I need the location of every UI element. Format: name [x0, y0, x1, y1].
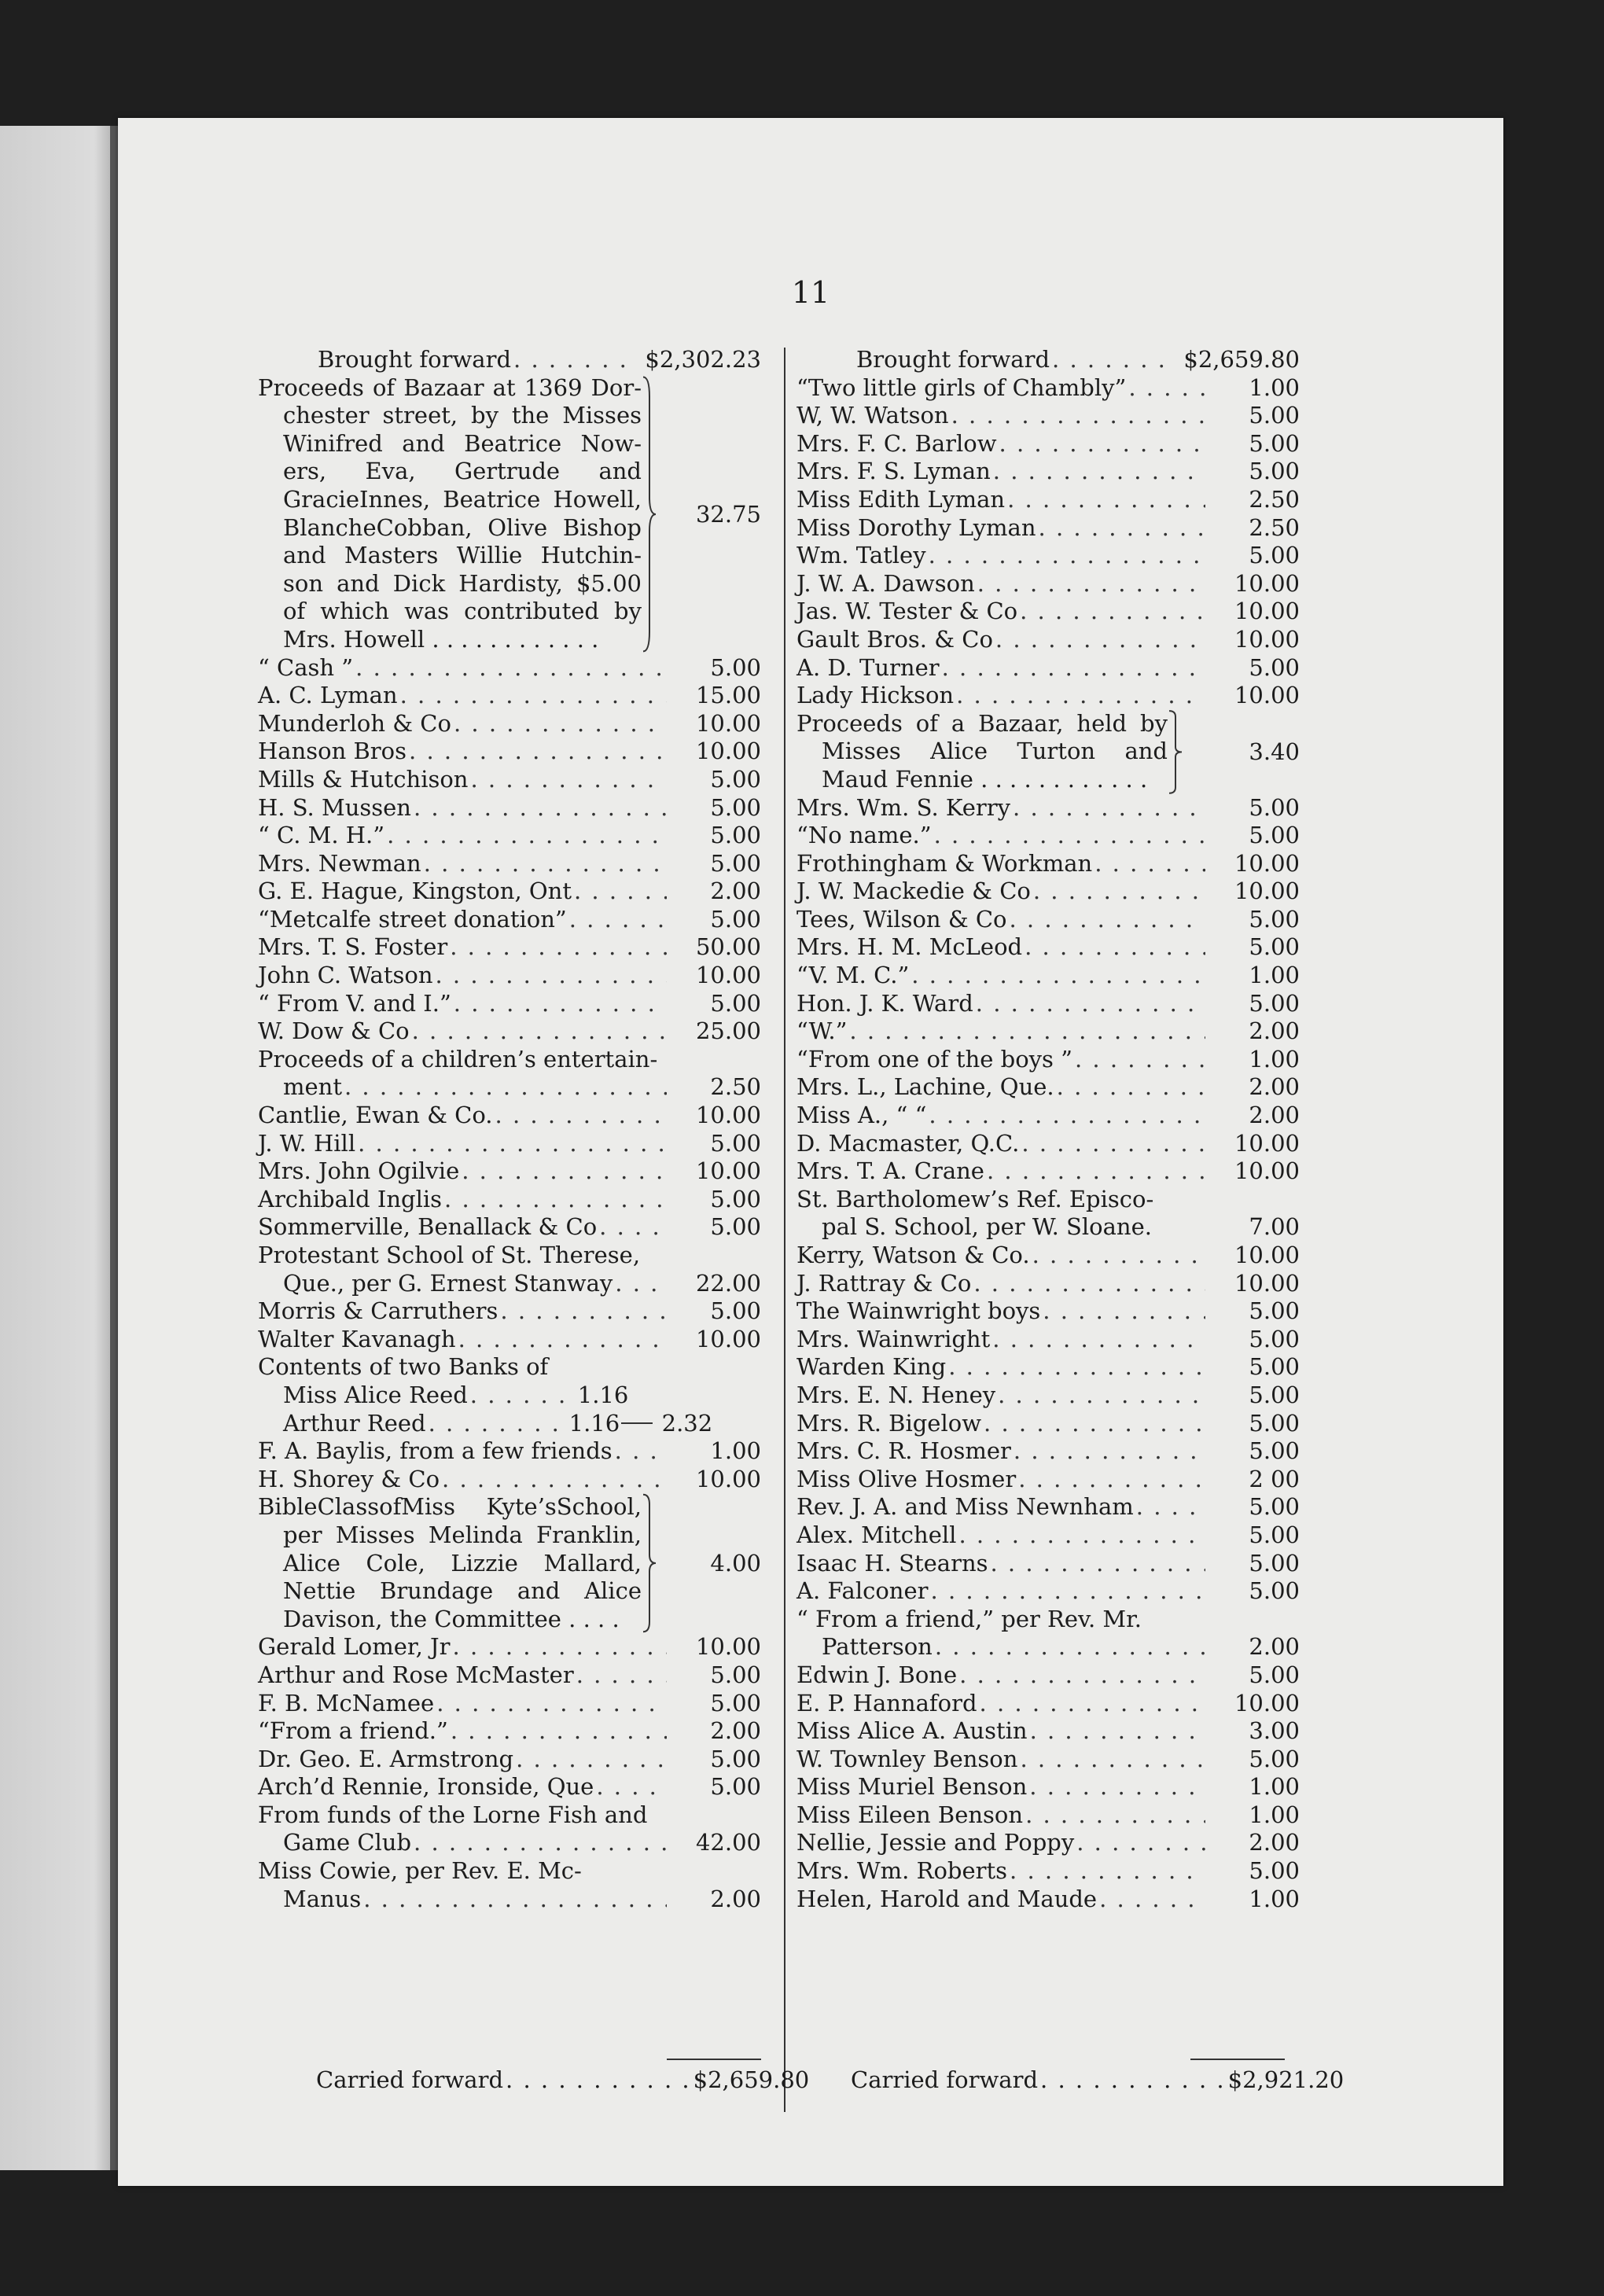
donation-amount: 5.00	[1249, 793, 1300, 821]
donation-amount: 10.00	[695, 1325, 761, 1352]
donation-amount: 5.00	[1249, 1577, 1300, 1605]
donor-name: J. W. Hill	[258, 1129, 356, 1157]
donor-name: “Two little girls of Chambly”	[796, 373, 1127, 401]
donor-name: Miss Olive Hosmer	[796, 1465, 1017, 1492]
column-divider	[784, 348, 785, 2112]
donor-name: Alex. Mitchell	[796, 1521, 957, 1548]
entry-row	[258, 1633, 761, 1661]
donor-name: Miss Muriel Benson	[796, 1773, 1028, 1801]
entry-row	[796, 1130, 1300, 1158]
donation-amount: 2.50	[1249, 513, 1300, 541]
entry-row	[796, 1746, 1300, 1774]
donor-name: Miss A., “ “	[796, 1102, 927, 1129]
donation-amount: 5.00	[710, 1745, 761, 1772]
donor-name: J. Rattray & Co	[796, 1269, 972, 1297]
donation-amount: 5.00	[1249, 1745, 1300, 1772]
donor-name: Mrs. Wm. Roberts	[796, 1857, 1008, 1885]
donation-amount: 5.00	[1249, 429, 1300, 457]
entry-row	[796, 682, 1300, 710]
donor-name: Archibald Inglis	[258, 1185, 443, 1212]
entry-line: ers, Eva, Gertrude and	[283, 458, 642, 485]
donation-amount: 5.00	[710, 653, 761, 681]
donor-name: Warden King	[796, 1353, 947, 1381]
donation-amount: 5.00	[1249, 402, 1300, 429]
donor-name: John C. Watson	[258, 962, 433, 989]
entry-row	[258, 710, 761, 738]
donation-amount: 10.00	[695, 1157, 761, 1185]
donor-name: H. S. Mussen	[258, 793, 411, 821]
entry-row	[796, 1410, 1300, 1438]
donation-amount: 10.00	[695, 1633, 761, 1661]
donation-amount: 10.00	[695, 1102, 761, 1129]
donor-name: Mrs. E. N. Heney	[796, 1381, 996, 1408]
entry-line: son and Dick Hardisty, $5.00	[283, 569, 642, 597]
entry-row	[796, 1242, 1300, 1270]
donation-amount: 5.00	[1249, 1857, 1300, 1885]
entry-row	[796, 514, 1300, 543]
entry-row: Protestant School of St. Therese,	[258, 1242, 641, 1268]
entry-row	[796, 990, 1300, 1018]
donor-name: Lady Hickson	[796, 682, 955, 709]
donor-name: Hon. J. K. Ward	[796, 989, 973, 1017]
donor-name: J. W. A. Dawson	[796, 569, 975, 597]
entry-line: Proceeds of a Bazaar, held by	[796, 709, 1168, 737]
entry-row	[258, 1017, 761, 1046]
donor-name: Frothingham & Workman	[796, 849, 1093, 877]
entry-line: Nettie Brundage and Alice	[283, 1577, 642, 1605]
donor-name: Nellie, Jessie and Poppy	[796, 1829, 1075, 1856]
donation-amount: 2 00	[1249, 1465, 1300, 1492]
donation-amount: 5.00	[1249, 989, 1300, 1017]
entry-row	[258, 1466, 761, 1494]
entry-row	[796, 458, 1300, 486]
donor-name: Gerald Lomer, Jr	[258, 1633, 451, 1661]
entry-line: Misses Alice Turton and	[822, 738, 1168, 765]
entry-row	[258, 878, 761, 906]
donation-amount: 2.00	[1249, 1073, 1300, 1101]
donor-name: F. B. McNamee	[258, 1689, 435, 1716]
page-number: 11	[791, 275, 830, 310]
donation-amount: 5.00	[1249, 1381, 1300, 1408]
bible-class-entry	[258, 1493, 761, 1633]
donor-name: The Wainwright boys	[796, 1297, 1041, 1325]
donation-amount: 5.00	[1249, 822, 1300, 849]
entry-row	[796, 402, 1300, 430]
entry-row	[796, 1493, 1300, 1521]
donor-name: Mrs. T. S. Foster	[258, 933, 448, 961]
entry-row	[796, 1801, 1300, 1830]
donation-amount: 50.00	[695, 933, 761, 961]
entry-row	[796, 850, 1300, 878]
donor-name: “Metcalfe street donation”	[258, 905, 567, 933]
entry-row	[258, 990, 761, 1018]
brought-forward-row: Brought forward . . . $2,659.80	[796, 346, 1300, 374]
donation-amount: 5.00	[1249, 1437, 1300, 1465]
entry-row	[258, 906, 761, 934]
entry-row	[796, 1521, 1300, 1550]
entry-row	[796, 1886, 1300, 1914]
entry-row: St. Bartholomew’s Ref. Episco-	[796, 1185, 1154, 1212]
entry-row	[258, 1717, 761, 1746]
donation-amount: 5.00	[1249, 1549, 1300, 1577]
donor-name: Mrs. L., Lachine, Que.	[796, 1073, 1054, 1101]
entry-list	[796, 374, 1300, 710]
entry-row	[258, 682, 761, 710]
entry-list	[258, 1297, 761, 1353]
donation-amount: 5.00	[1249, 1521, 1300, 1548]
donor-name: Mrs. T. A. Crane	[796, 1157, 984, 1185]
donor-name: Sommerville, Benallack & Co	[258, 1213, 598, 1241]
entry-row	[796, 1773, 1300, 1801]
donor-name: A. D. Turner	[796, 653, 940, 681]
entry-row	[796, 570, 1300, 598]
total-rule	[667, 2059, 761, 2060]
bank-row: Miss Alice Reed . . . 1.16	[258, 1382, 761, 1410]
bible-class-amount: 4.00	[710, 1550, 761, 1577]
entry-row	[796, 374, 1300, 403]
donor-name: W. Townley Benson	[796, 1745, 1018, 1772]
brace	[1168, 710, 1185, 794]
donation-amount: 3.00	[1249, 1717, 1300, 1745]
donation-amount: 5.00	[1249, 542, 1300, 569]
donation-amount: 10.00	[1234, 849, 1300, 877]
entry-line: Winifred and Beatrice Now-	[283, 429, 642, 457]
entry-line: BlancheCobban, Olive Bishop	[283, 513, 642, 541]
entry-row	[796, 933, 1300, 962]
bible-class-lines	[258, 1493, 642, 1633]
entry-list	[796, 1661, 1300, 1913]
entry-row	[796, 1717, 1300, 1746]
donor-name: Walter Kavanagh	[258, 1325, 456, 1352]
donation-amount: 1.00	[1249, 373, 1300, 401]
entry-row: Miss Cowie, per Rev. E. Mc-	[258, 1857, 582, 1885]
donor-name: “ C. M. H.”	[258, 822, 385, 849]
brought-forward-row: Brought forward . . . $2,302.23	[258, 346, 761, 374]
donor-name: Miss Dorothy Lyman	[796, 513, 1036, 541]
entry-row	[796, 906, 1300, 934]
entry-row	[796, 1046, 1300, 1074]
entry-row	[796, 794, 1300, 822]
donation-amount: 15.00	[695, 682, 761, 709]
entry-line: Alice Cole, Lizzie Mallard,	[283, 1549, 642, 1577]
entry-line: Proceeds of Bazaar at 1369 Dor-	[258, 373, 642, 401]
donor-name: G. E. Hague, Kingston, Ont	[258, 878, 572, 905]
entry-row: From funds of the Lorne Fish and	[258, 1801, 648, 1828]
donation-amount: 1.00	[1249, 1045, 1300, 1073]
bazaar-lines	[258, 374, 642, 654]
entry-row: Proceeds of a children’s entertain-	[258, 1045, 658, 1073]
entry-row	[796, 1857, 1300, 1886]
entry-row: pal S. School, per W. Sloane. 7.00	[822, 1213, 1300, 1241]
entry-line: Mrs. Howell . . . . . . . . . . . .	[283, 625, 599, 653]
right-column	[796, 346, 1300, 1913]
donation-amount: 1.00	[1249, 962, 1300, 989]
donor-name: A. Falconer	[796, 1577, 929, 1605]
donation-amount: 1.00	[710, 1437, 761, 1465]
entry-line: GracieInnes, Beatrice Howell,	[283, 485, 642, 513]
bazaar-amount: 32.75	[695, 500, 761, 528]
donation-amount: 10.00	[1234, 1129, 1300, 1157]
donation-amount: 2.00	[710, 878, 761, 905]
donation-amount: 10.00	[1234, 682, 1300, 709]
entry-list	[796, 794, 1300, 1186]
entry-row: Que., per G. Ernest Stanway . . . 22.00	[258, 1270, 761, 1298]
donation-amount: 5.00	[710, 1185, 761, 1212]
donor-name: Wm. Tatley	[796, 542, 926, 569]
turton-bazaar-amount: 3.40	[1249, 738, 1300, 766]
entry-row	[258, 933, 761, 962]
donation-amount: 5.00	[1249, 1661, 1300, 1688]
donation-amount: 5.00	[1249, 653, 1300, 681]
entry-line: per Misses Melinda Franklin,	[283, 1521, 642, 1548]
entry-row	[258, 962, 761, 990]
entry-row	[258, 738, 761, 766]
donation-amount: 5.00	[1249, 458, 1300, 485]
entry-line: Maud Fennie . . . . . . . . . . . .	[822, 765, 1148, 793]
donation-amount: 25.00	[695, 1017, 761, 1045]
donation-amount: 5.00	[710, 905, 761, 933]
binding-shadow	[110, 126, 118, 2170]
donor-name: W, W. Watson	[796, 402, 949, 429]
donation-amount: 10.00	[695, 738, 761, 765]
entry-row: Manus . . . 2.00	[258, 1886, 761, 1914]
donor-name: Gault Bros. & Co	[796, 625, 993, 653]
donation-amount: 2.00	[1249, 1017, 1300, 1045]
entry-row	[796, 542, 1300, 570]
entry-row	[796, 1690, 1300, 1718]
donor-name: Kerry, Watson & Co.	[796, 1242, 1030, 1268]
entry-row	[258, 1186, 761, 1214]
carried-forward-left: Carried forward . . . . . . . . . . . $2,659.80	[316, 2066, 810, 2093]
donor-name: E. P. Hannaford	[796, 1689, 977, 1716]
donation-amount: 5.00	[1249, 1353, 1300, 1381]
entry-row: ment . . . 2.50	[258, 1073, 761, 1102]
donor-name: “W.”	[796, 1017, 848, 1045]
entry-row	[258, 766, 761, 794]
donor-name: J. W. Mackedie & Co	[796, 878, 1031, 905]
donation-amount: 5.00	[1249, 1325, 1300, 1352]
entry-list	[258, 654, 761, 1046]
document-page	[118, 118, 1503, 2186]
facing-page-edge	[0, 126, 118, 2170]
entry-list	[258, 1102, 761, 1242]
donor-name: A. C. Lyman	[258, 682, 398, 709]
entry-list	[258, 1633, 761, 1801]
donation-amount: 10.00	[1234, 1242, 1300, 1268]
donor-name: H. Shorey & Co	[258, 1465, 440, 1492]
entry-list	[258, 1437, 761, 1493]
entry-row	[258, 794, 761, 822]
donor-name: Tees, Wilson & Co	[796, 905, 1007, 933]
donation-amount: 10.00	[1234, 598, 1300, 625]
donation-amount: 10.00	[695, 962, 761, 989]
entry-line: Davison, the Committee . . . .	[283, 1605, 620, 1632]
donation-amount: 10.00	[1234, 1157, 1300, 1185]
donor-name: F. A. Baylis, from a few friends	[258, 1437, 613, 1465]
entry-row	[258, 850, 761, 878]
entry-line: of which was contributed by	[283, 598, 642, 625]
entry-row	[258, 1297, 761, 1326]
donation-amount: 5.00	[1249, 1493, 1300, 1521]
donor-name: Hanson Bros	[258, 738, 407, 765]
left-column	[258, 346, 761, 1913]
donation-amount: 10.00	[1234, 569, 1300, 597]
donor-name: “ Cash ”	[258, 653, 354, 681]
entry-row	[258, 1102, 761, 1130]
entry-row	[258, 654, 761, 683]
donor-name: Miss Eileen Benson	[796, 1801, 1024, 1828]
donor-name: Isaac H. Stearns	[796, 1549, 988, 1577]
donor-name: Arch’d Rennie, Ironside, Que	[258, 1773, 594, 1801]
donor-name: Helen, Harold and Maude	[796, 1885, 1098, 1912]
donor-name: Mrs. F. S. Lyman	[796, 458, 991, 485]
donor-name: Mrs. H. M. McLeod	[796, 933, 1023, 961]
donor-name: Morris & Carruthers	[258, 1297, 498, 1325]
donor-name: Cantlie, Ewan & Co.	[258, 1102, 493, 1129]
bank-row: Arthur Reed . . . 1.16 2.32	[258, 1410, 761, 1438]
donor-name: “ From V. and I.”	[258, 989, 451, 1017]
donation-amount: 2.00	[1249, 1829, 1300, 1856]
donation-amount: 5.00	[710, 1213, 761, 1241]
donor-name: W. Dow & Co	[258, 1017, 410, 1045]
donation-amount: 10.00	[695, 1465, 761, 1492]
donor-name: Munderloh & Co	[258, 709, 451, 737]
entry-row	[796, 962, 1300, 990]
donation-amount: 10.00	[695, 709, 761, 737]
entry-row	[258, 1690, 761, 1718]
donor-name: Jas. W. Tester & Co	[796, 598, 1018, 625]
turton-bazaar-lines	[796, 710, 1168, 794]
donation-amount: 1.00	[1249, 1885, 1300, 1912]
brace	[642, 1493, 659, 1633]
entry-row	[796, 1466, 1300, 1494]
entry-line: and Masters Willie Hutchin-	[283, 542, 642, 569]
entry-row: Patterson . . . 2.00	[796, 1633, 1300, 1661]
total-rule	[1190, 2059, 1285, 2060]
donation-amount: 5.00	[710, 822, 761, 849]
donation-amount: 1.00	[1249, 1773, 1300, 1801]
carried-forward-right: Carried forward . . . . . . . . . . . $2,921.20	[851, 2066, 1345, 2093]
entry-row	[258, 1661, 761, 1690]
donor-name: Mrs. Newman	[258, 849, 421, 877]
brace	[642, 374, 659, 654]
entry-row: Game Club . . . 42.00	[258, 1829, 761, 1857]
donation-amount: 5.00	[710, 989, 761, 1017]
donor-name: D. Macmaster, Q.C.	[796, 1129, 1020, 1157]
donation-amount: 5.00	[710, 849, 761, 877]
donor-name: Mrs. John Ogilvie	[258, 1157, 460, 1185]
donation-amount: 5.00	[710, 1297, 761, 1325]
entry-row	[796, 1270, 1300, 1298]
entry-row	[796, 878, 1300, 906]
donor-name: Mrs. Wm. S. Kerry	[796, 793, 1011, 821]
entry-row	[796, 1829, 1300, 1857]
entry-row	[796, 486, 1300, 514]
donation-amount: 1.00	[1249, 1801, 1300, 1828]
donation-amount: 5.00	[710, 765, 761, 793]
donor-name: “From one of the boys ”	[796, 1045, 1072, 1073]
donor-name: “No name.”	[796, 822, 932, 849]
entry-row	[258, 822, 761, 850]
donor-name: Miss Alice A. Austin	[796, 1717, 1028, 1745]
entry-row	[258, 1157, 761, 1186]
entry-row	[796, 1353, 1300, 1382]
entry-row	[258, 1437, 761, 1466]
entry-row	[796, 1017, 1300, 1046]
donation-amount: 5.00	[710, 1689, 761, 1716]
donation-amount: 10.00	[1234, 878, 1300, 905]
donor-name: Mrs. C. R. Hosmer	[796, 1437, 1011, 1465]
donation-amount: 5.00	[1249, 905, 1300, 933]
entry-line: BibleClassofMiss Kyte’sSchool,	[258, 1493, 642, 1521]
entry-row	[796, 1382, 1300, 1410]
donation-amount: 5.00	[1249, 933, 1300, 961]
donor-name: Rev. J. A. and Miss Newnham	[796, 1493, 1134, 1521]
donor-name: Mrs. F. C. Barlow	[796, 429, 997, 457]
entry-row	[796, 1297, 1300, 1326]
entry-row	[796, 1102, 1300, 1130]
entry-row	[796, 1326, 1300, 1354]
entry-row	[258, 1773, 761, 1801]
donor-name: Mills & Hutchison	[258, 765, 469, 793]
donation-amount: 10.00	[1234, 1269, 1300, 1297]
entry-line: chester street, by the Misses	[283, 402, 642, 429]
donor-name: Mrs. R. Bigelow	[796, 1409, 982, 1437]
donation-amount: 10.00	[1234, 1689, 1300, 1716]
entry-row	[796, 1437, 1300, 1466]
entry-list	[796, 1242, 1300, 1606]
entry-row	[796, 626, 1300, 654]
entry-row: “ From a friend,” per Rev. Mr.	[796, 1605, 1142, 1632]
donation-amount: 5.00	[710, 1129, 761, 1157]
entry-row	[796, 598, 1300, 626]
donor-name: Mrs. Wainwright	[796, 1325, 991, 1352]
entry-row	[258, 1326, 761, 1354]
donation-amount: 2.00	[1249, 1102, 1300, 1129]
entry-row: Contents of two Banks of	[258, 1353, 549, 1381]
entry-row	[796, 1550, 1300, 1578]
entry-row	[258, 1746, 761, 1774]
entry-row	[796, 1577, 1300, 1606]
entry-row	[796, 822, 1300, 850]
entry-row	[258, 1130, 761, 1158]
entry-row	[796, 430, 1300, 458]
entry-row	[796, 1157, 1300, 1186]
donation-amount: 5.00	[1249, 1297, 1300, 1325]
donation-amount: 2.50	[1249, 485, 1300, 513]
donor-name: Arthur and Rose McMaster	[258, 1661, 574, 1688]
donor-name: “V. M. C.”	[796, 962, 910, 989]
turton-bazaar-entry	[796, 710, 1300, 794]
donation-amount: 5.00	[710, 793, 761, 821]
entry-row	[796, 1073, 1300, 1102]
donor-name: Miss Edith Lyman	[796, 485, 1006, 513]
donor-name: Dr. Geo. E. Armstrong	[258, 1745, 514, 1772]
donation-amount: 2.00	[710, 1717, 761, 1745]
entry-row	[796, 1661, 1300, 1690]
donation-amount: 10.00	[1234, 625, 1300, 653]
entry-row	[796, 654, 1300, 683]
donation-amount: 5.00	[710, 1661, 761, 1688]
donation-amount: 5.00	[1249, 1409, 1300, 1437]
entry-row	[258, 1213, 761, 1242]
bazaar-entry	[258, 374, 761, 654]
donor-name: “From a friend.”	[258, 1717, 448, 1745]
donation-amount: 5.00	[710, 1773, 761, 1801]
donor-name: Edwin J. Bone	[796, 1661, 958, 1688]
